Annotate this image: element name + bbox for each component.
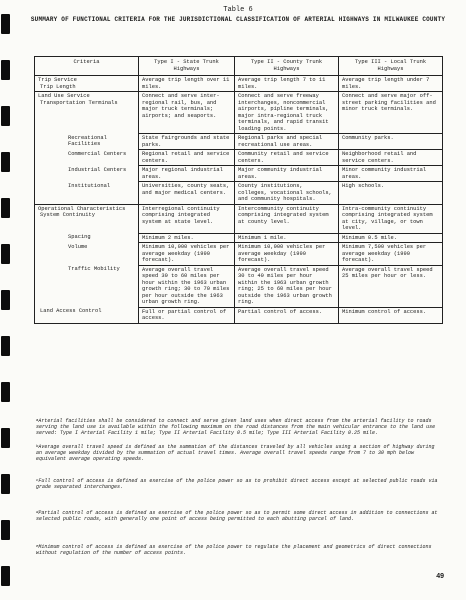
type3-cell: Intra-community continuity comprising integrated system at city, village, or town level.: [339, 204, 443, 233]
type1-cell: Interregional continuity comprising integrated system at state level.: [139, 204, 235, 233]
binder-hole: [1, 244, 10, 264]
column-header: Type I - State Trunk Highways: [139, 57, 235, 76]
type2-cell: Connect and serve freeway interchanges, noncommercial airports, pipline terminals, major intra-regional truck terminals, and rapid transit loading points.: [235, 92, 339, 134]
criteria-label: Industrial Centers: [68, 166, 127, 173]
criteria-cell: [35, 76, 139, 92]
criteria-cell: [35, 233, 139, 243]
binder-hole: [1, 290, 10, 310]
footnote: $^d$Partial control of access is defined as exercise of the police power so as to permit some direct access in addition to connections at selected public roads, with generally one point of access being permitted to each abutting parcel of land.: [36, 510, 438, 523]
criteria-cell: [35, 92, 139, 134]
type2-cell: Partial control of access.: [235, 307, 339, 323]
binder-hole: [1, 336, 10, 356]
type2-cell: Intercommunity continuity comprising integrated system at county level.: [235, 204, 339, 233]
type3-cell: High schools.: [339, 182, 443, 205]
criteria-cell: [35, 307, 139, 323]
type1-cell: Average overall travel speed 30 to 60 miles per hour within the 1963 urban growth ring; 30 to 70 miles per hour outside the 1963 urban growth ring.: [139, 265, 235, 307]
table-row: [35, 307, 443, 323]
criteria-label: System Continuity: [40, 212, 95, 218]
type1-cell: Minimum 2 miles.: [139, 233, 235, 243]
criteria-label: Traffic Mobility: [68, 266, 120, 272]
criteria-cell: [35, 182, 139, 205]
type3-cell: Community parks.: [339, 134, 443, 150]
table-number: Table 6: [223, 6, 253, 14]
type2-cell: Average overall travel speed 30 to 40 miles per hour within the 1963 urban growth ring; 25 to 60 miles per hour outside the 1963 urban growth ring.: [235, 265, 339, 307]
type1-cell: State fairgrounds and state parks.: [139, 134, 235, 150]
type3-cell: Minimum 7,500 vehicles per average weekday (1990 forecast).: [339, 243, 443, 266]
criteria-label: Land Access Control: [40, 308, 102, 314]
type3-cell: Connect and serve major off-street parking facilities and minor truck terminals.: [339, 92, 443, 134]
criteria-label: Institutional: [68, 182, 111, 189]
document-page: [28, 6, 448, 592]
table-row: [35, 150, 443, 166]
type1-cell: Average trip length over 11 miles.: [139, 76, 235, 92]
type3-cell: Minimum 0.5 mile.: [339, 233, 443, 243]
table-row: [35, 92, 443, 134]
criteria-label: Recreational Facilities: [68, 134, 107, 147]
criteria-cell: [35, 134, 139, 150]
type1-cell: Universities, county seats, and major medical centers.: [139, 182, 235, 205]
table-header: [28, 6, 448, 23]
table-row: [35, 134, 443, 150]
binder-hole: [1, 198, 10, 218]
binder-hole: [1, 60, 10, 80]
type3-cell: Average trip length under 7 miles.: [339, 76, 443, 92]
type2-cell: Minimum 1 mile.: [235, 233, 339, 243]
type3-cell: Minor community industrial areas.: [339, 166, 443, 182]
criteria-cell: [35, 204, 139, 233]
type2-cell: Community retail and service centers.: [235, 150, 339, 166]
type3-cell: Average overall travel speed 25 miles per hour or less.: [339, 265, 443, 307]
binder-hole: [1, 520, 10, 540]
criteria-cell: [35, 243, 139, 266]
table-row: [35, 76, 443, 92]
type2-cell: Major community industrial areas.: [235, 166, 339, 182]
footnote: $^e$Minimum control of access is defined as exercise of the police power to regulate the placement and geometrics of direct connections without regulation of the number of access points.: [36, 544, 432, 557]
page-number: 49: [436, 573, 444, 580]
binder-hole: [1, 14, 10, 34]
binder-hole: [1, 566, 10, 586]
criteria-label: Volume: [68, 243, 88, 250]
table-row: [35, 166, 443, 182]
type3-cell: Minimum control of access.: [339, 307, 443, 323]
type1-cell: Connect and serve inter-regional rail, bus, and major truck terminals; airports; and seaports.: [139, 92, 235, 134]
table-row: [35, 182, 443, 205]
type3-cell: Neighborhood retail and service centers.: [339, 150, 443, 166]
binder-hole: [1, 382, 10, 402]
type1-cell: Full or partial control of access.: [139, 307, 235, 323]
binder-hole: [1, 474, 10, 494]
table-title: SUMMARY OF FUNCTIONAL CRITERIA FOR THE JURISDICTIONAL CLASSIFICATION OF ARTERIAL HIGHWAYS IN MILWAUKEE COUNTY: [30, 16, 446, 23]
type2-cell: Average trip length 7 to 11 miles.: [235, 76, 339, 92]
column-header: Criteria: [35, 57, 139, 76]
criteria-cell: [35, 265, 139, 307]
criteria-label: Transportation Terminals: [40, 99, 118, 106]
table-row: [35, 265, 443, 307]
criteria-table: [34, 56, 443, 324]
type1-cell: Regional retail and service centers.: [139, 150, 235, 166]
section-heading: Trip Service: [38, 77, 77, 83]
criteria-label: Trip Length: [40, 83, 76, 90]
footnote: $^c$Full control of access is defined as exercise of the police power so as to prohibit direct access except at selected public roads via grade separated interchanges.: [36, 478, 438, 491]
footnote: $^b$Average overall travel speed is defined as the summation of the distances traveled by all vehicles using a section of highway during an average weekday divided by the summation of actual travel times. Average overall travel speeds range from 7 to 30 mph below equivalent average operating speeds.: [36, 444, 435, 463]
binder-hole-strip: [0, 0, 12, 600]
criteria-label: Spacing: [68, 234, 91, 240]
column-header-row: [35, 57, 443, 76]
type2-cell: Minimum 10,000 vehicles per average weekday (1990 forecast).: [235, 243, 339, 266]
footnote: $^a$Arterial facilities shall be considered to connect and serve given land uses when direct access from the arterial facility to roads serving the land use is available within the following maximum on the road distances from the main vehicular entrance to the land use served: Type I Arterial Facility 1 mile; Type II Arterial Facility 0.5 mile; Type III Arterial Facility 0.25 mile.: [36, 418, 436, 437]
binder-hole: [1, 152, 10, 172]
column-header: Type III - Local Trunk Highways: [339, 57, 443, 76]
binder-hole: [1, 106, 10, 126]
table-row: [35, 204, 443, 233]
type1-cell: Major regional industrial areas.: [139, 166, 235, 182]
type2-cell: Regional parks and special recreational use areas.: [235, 134, 339, 150]
type2-cell: County institutions, colleges, vocational schools, and community hospitals.: [235, 182, 339, 205]
criteria-label: Commercial Centers: [68, 150, 127, 157]
criteria-cell: [35, 150, 139, 166]
binder-hole: [1, 428, 10, 448]
table-row: [35, 243, 443, 266]
table-row: [35, 233, 443, 243]
type1-cell: Minimum 10,000 vehicles per average weekday (1990 forecast).: [139, 243, 235, 266]
section-heading: Operational Characteristics: [38, 205, 126, 212]
criteria-cell: [35, 166, 139, 182]
section-heading: Land Use Service: [38, 93, 90, 99]
column-header: Type II - County Trunk Highways: [235, 57, 339, 76]
